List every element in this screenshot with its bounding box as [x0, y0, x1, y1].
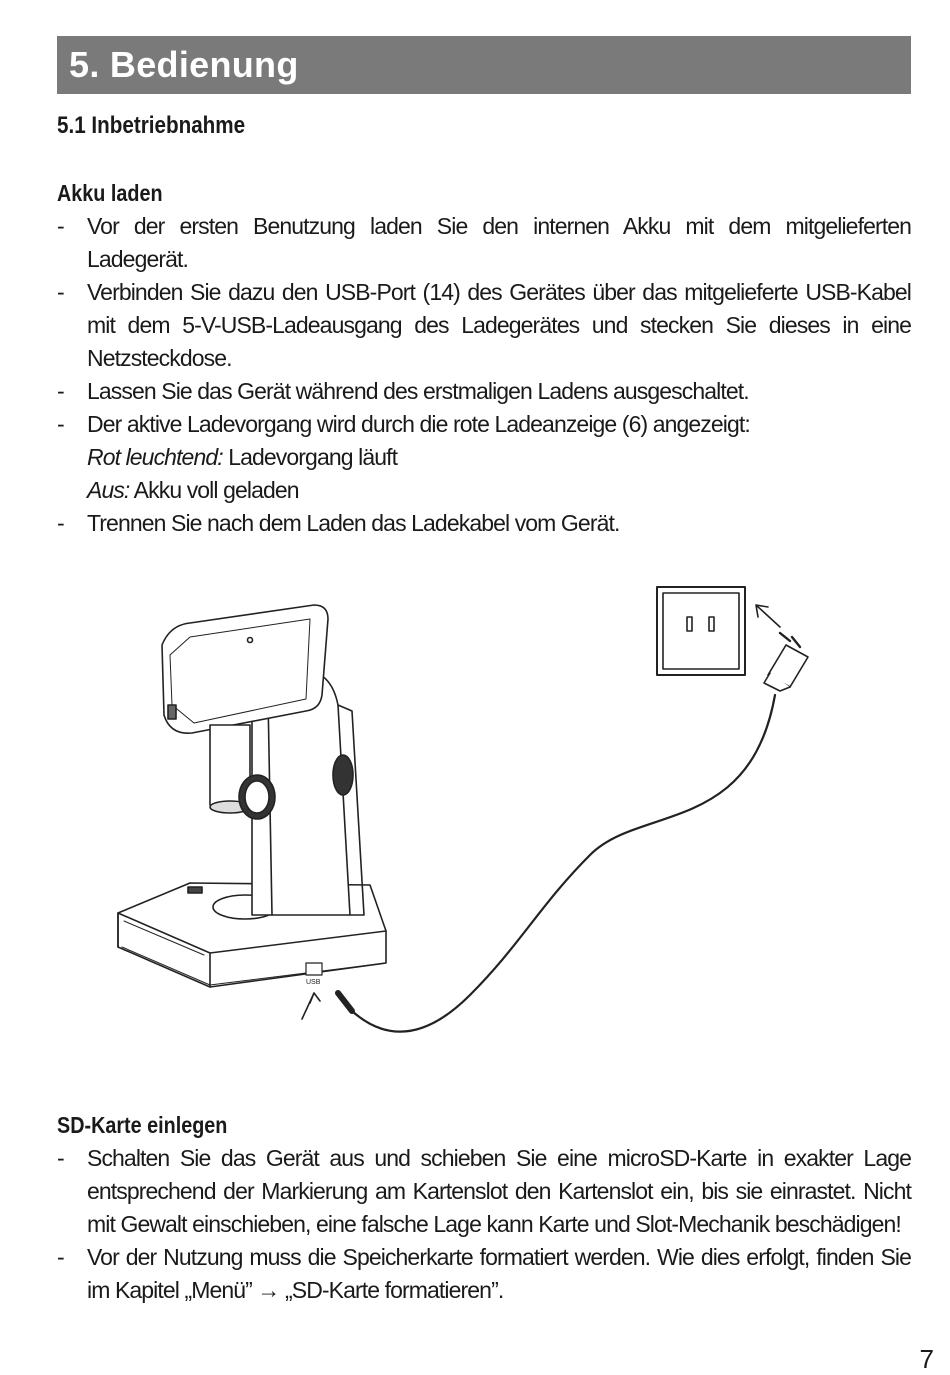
usb-port — [306, 963, 322, 975]
akku-heading: Akku laden — [57, 180, 163, 206]
list-item: - Lassen Sie das Gerät während des erstmaligen Ladens ausgeschaltet. — [57, 378, 749, 404]
port-arrow-icon — [302, 993, 320, 1019]
sd-heading: SD-Karte einlegen — [57, 1112, 228, 1138]
state-off: Aus: Akku voll geladen — [87, 477, 299, 503]
list-item: - Schalten Sie das Gerät aus und schieben Sie eine microSD-Karte in exakter Lage entsprechend der Markierung am Kartenslot den Kartenslot ein, bis sie einrastet. Nicht mit Gewalt einschieben, eine falsche Lage kann Karte und Slot-Mechanik beschädigen! — [57, 1145, 911, 1237]
page-number: 7 — [919, 1344, 934, 1374]
sd-list — [57, 1142, 911, 1307]
usb-plug-icon — [338, 993, 352, 1011]
charger-arrow-icon — [756, 605, 780, 627]
usb-port-label: USB — [306, 979, 321, 986]
list-item: - Vor der ersten Benutzung laden Sie den internen Akku mit dem mitgelieferten Ladegerät. — [57, 213, 911, 272]
list-item: - Der aktive Ladevorgang wird durch die rote Ladeanzeige (6) angezeigt: Rot leuchtend: Ladevorgang läuft Aus: Akku voll geladen — [57, 408, 911, 507]
wall-socket-icon — [657, 587, 745, 675]
list-item: - Verbinden Sie dazu den USB-Port (14) des Gerätes über das mitgelieferte USB-Kabel mit dem 5-V-USB-Ladeausgang des Ladegerätes und stecken Sie dieses in eine Netzsteckdose. — [57, 279, 911, 371]
usb-cable — [352, 695, 775, 1032]
sd-section — [57, 1109, 911, 1307]
list-item: - Trennen Sie nach dem Laden das Ladekabel vom Gerät. — [57, 510, 620, 536]
charger-icon — [764, 633, 808, 691]
list-item: - Vor der Nutzung muss die Speicherkarte formatiert werden. Wie dies erfolgt, finden Sie im Kapitel „Menü” → „SD-Karte formatieren”. — [57, 1244, 911, 1303]
akku-section — [57, 177, 911, 540]
charging-illustration — [100, 575, 830, 1055]
chapter-title: 5. Bedienung — [69, 44, 299, 85]
state-red: Rot leuchtend: Ladevorgang läuft — [87, 444, 398, 470]
section-title: 5.1 Inbetriebnahme — [57, 112, 246, 139]
chapter-header — [57, 36, 911, 94]
akku-list — [57, 210, 911, 540]
